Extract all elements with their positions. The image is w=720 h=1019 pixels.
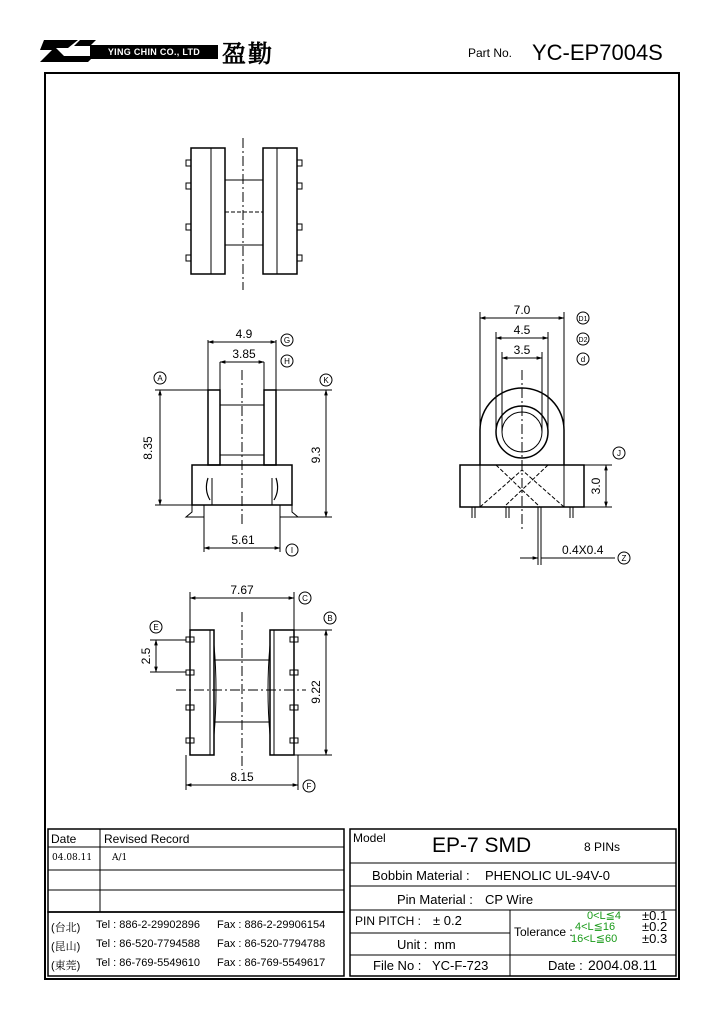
unit-label: Unit :	[397, 937, 428, 952]
contact-tel-kunshan: Tel : 86-520-7794588	[96, 938, 200, 950]
contact-fax-dongguan: Fax : 86-769-5549617	[217, 957, 326, 969]
mark-b: B	[327, 614, 333, 623]
tolerance-value-3: ±0.3	[642, 931, 668, 946]
tolerance-label: Tolerance :	[514, 925, 573, 939]
contact-region-taipei: (台北)	[51, 922, 81, 934]
model-label: Model	[353, 831, 386, 845]
dim-b: 9.22	[309, 680, 323, 704]
front-view	[155, 340, 332, 552]
tolerance-range-3: 16<L≦60	[571, 933, 618, 945]
bottom-view	[150, 592, 332, 790]
side-view	[460, 312, 615, 565]
company-chinese-name: 盈勤	[222, 39, 274, 68]
part-no-value: YC-EP7004S	[532, 40, 663, 65]
dim-k: 9.3	[309, 446, 323, 464]
contact-fax-kunshan: Fax : 86-520-7794788	[217, 938, 326, 950]
file-no-value: YC-F-723	[432, 958, 489, 973]
dim-j: 3.0	[589, 477, 603, 495]
part-no-label: Part No.	[468, 46, 513, 60]
tolerance-range-1: 0<L≦4	[587, 910, 621, 922]
dim-d3: 3.5	[513, 343, 531, 357]
revision-date-header: Date	[51, 832, 77, 846]
file-no-label: File No :	[373, 958, 422, 973]
dim-d2: 4.5	[513, 323, 531, 337]
dim-c: 7.67	[230, 583, 254, 597]
dim-d1: 7.0	[513, 303, 531, 317]
bobbin-material-value: PHENOLIC UL-94V-0	[485, 868, 610, 883]
mark-c: C	[302, 594, 308, 603]
pin-pitch-value: ± 0.2	[433, 913, 462, 928]
contact-region-dongguan: (東莞)	[51, 960, 81, 972]
dim-a: 8.35	[141, 436, 155, 460]
mark-j: J	[617, 449, 621, 458]
mark-k: K	[323, 376, 329, 385]
mark-d2: D2	[578, 337, 588, 344]
dim-z: 0.4X0.4	[562, 543, 604, 557]
date-label: Date :	[548, 958, 583, 973]
table-grid	[48, 829, 676, 976]
contact-tel-taipei: Tel : 886-2-29902896	[96, 919, 200, 931]
dimension-mark-circles	[150, 312, 630, 792]
pin-material-value: CP Wire	[485, 892, 534, 907]
company-name: YING CHIN CO., LTD	[90, 45, 218, 59]
mark-e: E	[153, 623, 159, 632]
mark-a: A	[157, 374, 163, 383]
unit-value: mm	[434, 937, 456, 952]
dim-f: 8.15	[230, 770, 254, 784]
pin-pitch-label: PIN PITCH :	[355, 914, 422, 928]
date-value: 2004.08.11	[588, 957, 658, 973]
mark-f: F	[306, 782, 312, 791]
contact-fax-taipei: Fax : 886-2-29906154	[217, 919, 326, 931]
mark-d1: D1	[578, 316, 588, 323]
dim-i: 5.61	[231, 533, 255, 547]
tolerance-value-2: ±0.2	[642, 919, 668, 934]
revision-record-header: Revised Record	[104, 832, 190, 846]
mark-z: Z	[621, 554, 627, 563]
pin-count: 8 PINs	[584, 840, 621, 854]
dim-h: 3.85	[232, 347, 256, 361]
tolerance-value-1: ±0.1	[642, 908, 668, 923]
revision-row-record: A/1	[112, 853, 128, 863]
mark-i: I	[290, 546, 294, 555]
contact-tel-dongguan: Tel : 86-769-5549610	[96, 957, 200, 969]
dim-e: 2.5	[139, 647, 153, 665]
top-view	[186, 138, 302, 290]
mark-d3: d	[580, 355, 586, 364]
pin-material-label: Pin Material :	[397, 892, 473, 907]
model-value: EP-7 SMD	[432, 834, 532, 857]
dim-g: 4.9	[235, 327, 253, 341]
mark-g: G	[283, 336, 291, 345]
contact-region-kunshan: (昆山)	[51, 941, 81, 953]
revision-row-date: 04.08.11	[52, 853, 93, 863]
bobbin-material-label: Bobbin Material :	[372, 868, 470, 883]
mark-h: H	[284, 357, 290, 366]
tolerance-range-2: 4<L≦16	[575, 921, 616, 933]
